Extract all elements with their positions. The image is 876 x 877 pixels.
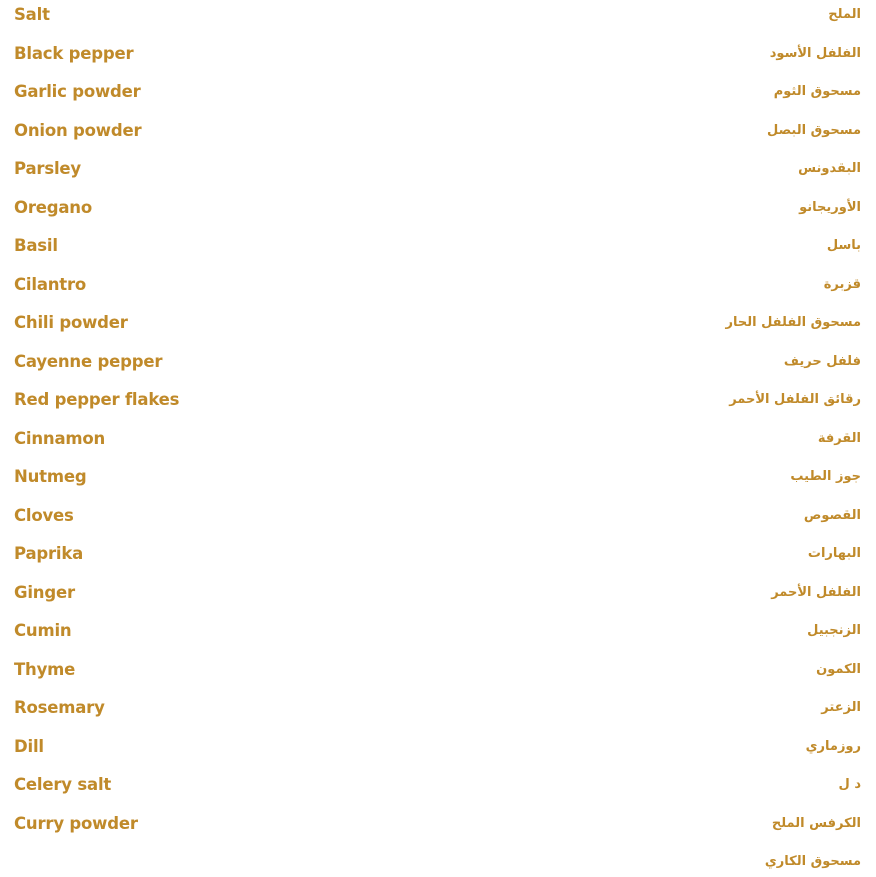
english-spice-item: Nutmeg — [14, 467, 87, 486]
arabic-spice-item: الكرفس الملح — [771, 815, 861, 831]
arabic-spice-item: روزماري — [805, 738, 861, 754]
english-spice-item: Cloves — [14, 505, 74, 525]
english-spice-item: Dill — [14, 736, 44, 756]
arabic-spice-item: الزعتر — [821, 700, 861, 715]
english-spice-item: Celery salt — [14, 775, 112, 794]
english-spice-item: Garlic powder — [14, 82, 141, 101]
english-spice-item: Cilantro — [14, 274, 87, 294]
arabic-spice-item: مسحوق البصل — [766, 122, 861, 138]
arabic-spice-item: البقدونس — [798, 161, 861, 176]
arabic-spice-item: مسحوق الفلفل الحار — [725, 315, 861, 330]
english-spice-item: Onion powder — [14, 120, 142, 140]
english-spice-item: Chili powder — [14, 313, 128, 332]
arabic-spice-item: رقائق الفلفل الأحمر — [729, 392, 861, 407]
arabic-spice-item: قزبرة — [823, 276, 861, 292]
english-spice-item: Thyme — [14, 659, 76, 679]
arabic-spice-item: جوز الطيب — [790, 469, 861, 484]
arabic-spice-item: الكمون — [816, 661, 861, 677]
arabic-spice-item: الأوريجانو — [799, 199, 861, 215]
english-spice-item: Paprika — [14, 544, 84, 563]
arabic-spice-item: القرفة — [817, 430, 861, 446]
english-spice-item: Black pepper — [14, 43, 134, 63]
english-spice-item: Ginger — [14, 582, 75, 602]
english-spice-item: Cumin — [14, 621, 72, 640]
english-spice-item: Rosemary — [14, 698, 105, 717]
arabic-spice-item: البهارات — [807, 546, 861, 561]
arabic-spice-item: مسحوق الثوم — [773, 84, 861, 99]
english-spice-item: Parsley — [14, 159, 81, 178]
english-spice-item: Cinnamon — [14, 428, 106, 448]
english-spice-item: Cayenne pepper — [14, 351, 163, 371]
arabic-spice-item: الزنجبيل — [807, 623, 861, 638]
arabic-spice-item: الفلفل الأسود — [769, 45, 861, 61]
arabic-spice-item: القصوص — [803, 507, 861, 523]
arabic-spice-item: الفلفل الأحمر — [771, 584, 861, 600]
arabic-spice-item: فلفل حريف — [783, 353, 861, 369]
english-spice-item: Oregano — [14, 197, 92, 217]
english-spice-item: Salt — [14, 5, 50, 24]
arabic-spice-item: مسحوق الكاري — [764, 854, 861, 869]
arabic-spice-item: باسل — [826, 238, 861, 253]
arabic-spice-item: د ل — [838, 777, 861, 792]
english-spice-item: Basil — [14, 236, 58, 255]
english-spice-item: Curry powder — [14, 813, 138, 833]
english-spice-item: Red pepper flakes — [14, 390, 180, 409]
arabic-spice-item: الملح — [828, 7, 861, 22]
